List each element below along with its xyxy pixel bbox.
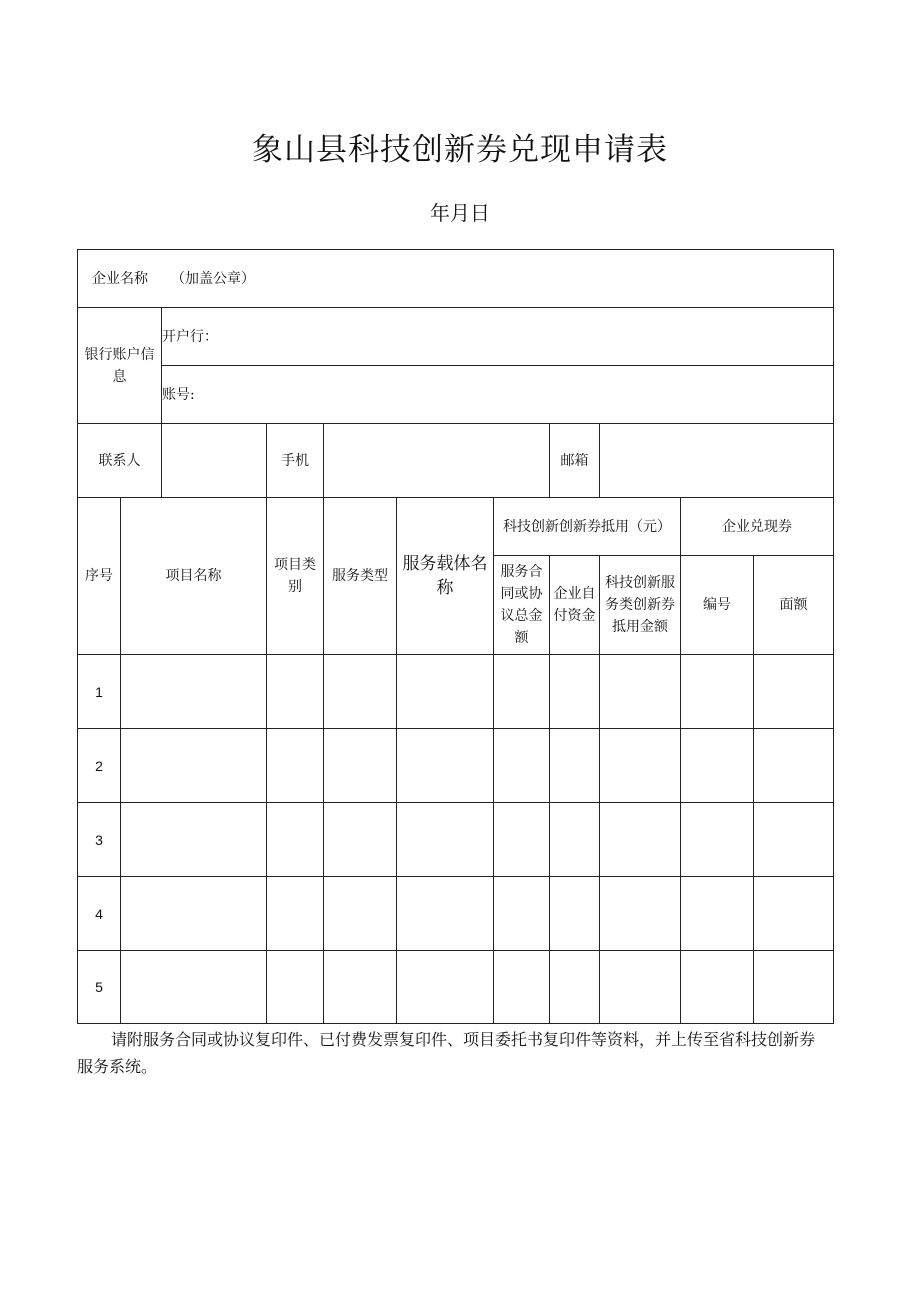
mobile-field[interactable] — [324, 424, 549, 497]
contact-label: 联系人 — [98, 452, 141, 469]
contact-field[interactable] — [162, 424, 266, 497]
footnote: 请附服务合同或协议复印件、已付费发票复印件、项目委托书复印件等资料，并上传至省科技创新券服务系统。 — [77, 1030, 816, 1076]
application-form — [77, 249, 834, 1024]
col-project-name-header: 项目名称 — [165, 568, 222, 584]
bank-name-field[interactable]: 开户行： — [162, 328, 218, 345]
col-self-funds-header: 企业自付资金 — [553, 586, 596, 624]
col-voucher-no-header: 编号 — [703, 597, 731, 613]
col-carrier-name-header: 服务载体名称 — [402, 554, 488, 598]
col-project-type-header: 项目类别 — [274, 557, 316, 595]
group-company-voucher-header: 企业兑现券 — [722, 518, 792, 535]
table-row-3-seq: 3 — [95, 831, 103, 848]
date-line: 年月日 — [430, 201, 490, 225]
col-voucher-amount-header: 科技创新服务类创新券抵用金额 — [605, 575, 675, 635]
company-name-field[interactable]: （加盖公章） — [171, 270, 255, 287]
email-label: 邮箱 — [560, 452, 589, 469]
col-service-type-header: 服务类型 — [332, 568, 388, 584]
table-row-2-seq: 2 — [95, 757, 103, 774]
mobile-label: 手机 — [281, 452, 309, 469]
col-contract-total-header: 服务合同或协议总金额 — [500, 564, 543, 646]
bank-account-label: 银行账户信息 — [84, 346, 155, 385]
table-row-4-seq: 4 — [95, 905, 103, 922]
table-row-1-seq: 1 — [95, 683, 103, 700]
email-field[interactable] — [600, 424, 832, 497]
table-row-5-seq: 5 — [95, 979, 103, 995]
col-seq-header: 序号 — [85, 568, 113, 584]
form-title: 象山县科技创新券兑现申请表 — [252, 132, 668, 168]
company-name-label: 企业名称 — [92, 270, 148, 287]
group-voucher-offset-header: 科技创新创新券抵用（元） — [503, 518, 671, 535]
col-face-value-header: 面额 — [779, 597, 808, 613]
account-number-field[interactable]: 账号: — [162, 386, 195, 403]
